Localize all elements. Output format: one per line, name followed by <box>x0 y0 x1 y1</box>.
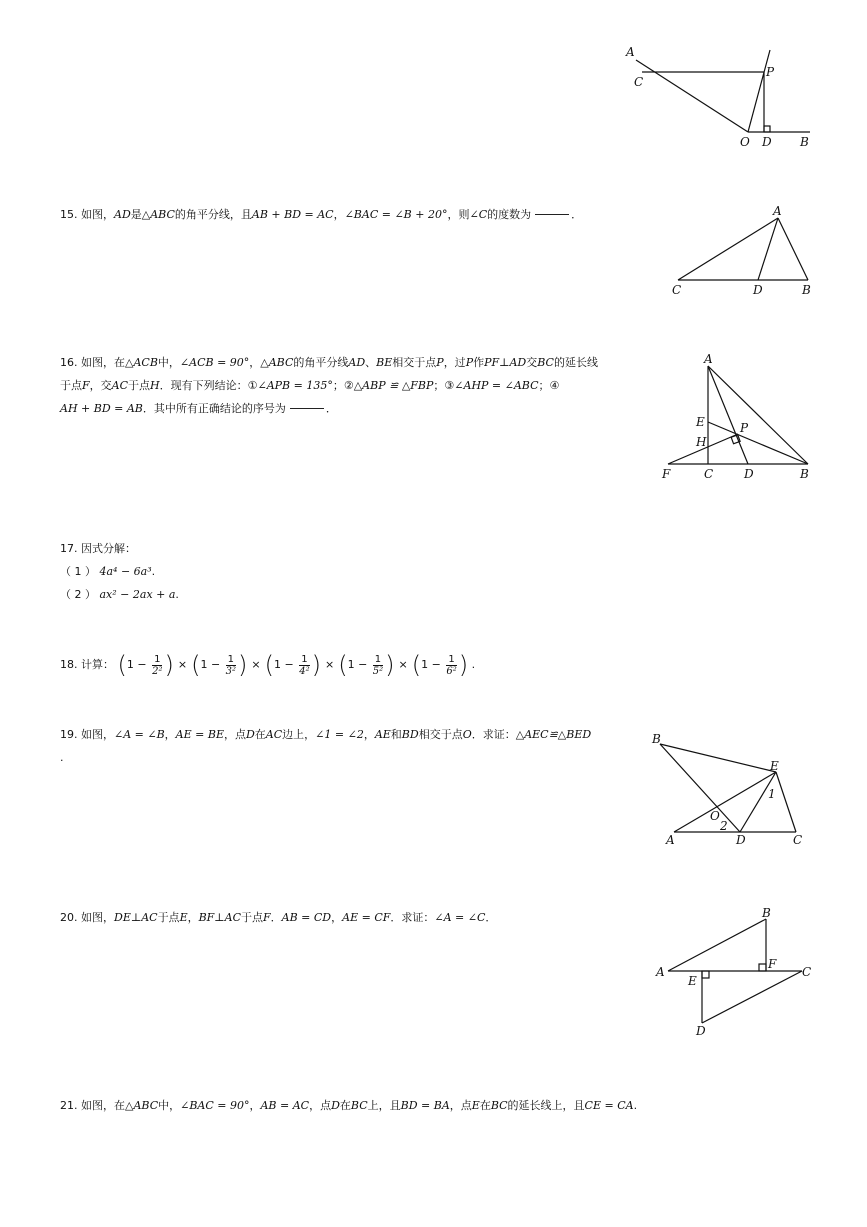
label-a: A <box>656 965 665 979</box>
label-a: A <box>773 204 782 218</box>
question-20: 20. 如图，DE⊥AC于点E，BF⊥AC于点F．AB = CD，AE = CF．求证：∠A = ∠C． <box>60 911 497 924</box>
factor: (1 − $\frac{1}{\text{2²}}$ ) <box>117 651 174 679</box>
fraction: $\frac{1}{\text{5²}}$ <box>372 653 384 677</box>
label-h: H <box>696 435 707 449</box>
times-sign: × <box>324 658 335 671</box>
question-19: 19. 如图，∠A = ∠B，AE = BE，点D在AC边上，∠1 = ∠2，AE和BD相交于点O．求证：△AEC≌△BED <box>60 728 592 741</box>
label-d: D <box>696 1024 706 1038</box>
times-sign: × <box>177 658 188 671</box>
label-c: C <box>634 75 644 89</box>
label-o: O <box>740 135 750 149</box>
label-p: P <box>766 65 775 79</box>
label-d: D <box>736 833 746 847</box>
question-17-part2: （ 2 ） ax² − 2ax + a. <box>60 588 179 601</box>
fraction: $\frac{1}{\text{3²}}$ <box>225 653 237 677</box>
label-c: C <box>672 283 682 297</box>
question-21: 21. 如图，在△ABC中，∠BAC = 90°，AB = AC，点D在BC上，且BD = BA，点E在BC的延长线上，且CE = CA. <box>60 1099 638 1112</box>
factor: (1 − $\frac{1}{\text{6²}}$ ) <box>411 651 469 679</box>
label-a: A <box>666 833 675 847</box>
label-e: E <box>696 415 705 429</box>
times-sign: × <box>251 658 261 671</box>
factor: (1 − $\frac{1}{\text{4²}}$ ) <box>264 651 321 679</box>
label-b: B <box>800 135 809 149</box>
fraction: $\frac{1}{\text{2²}}$ <box>152 653 163 677</box>
label-e: E <box>688 974 697 988</box>
label-a: A <box>626 45 635 59</box>
fraction: $\frac{1}{\text{4²}}$ <box>299 653 310 677</box>
label-c: C <box>802 965 812 979</box>
label-a: A <box>704 352 713 366</box>
figure-q15 <box>668 204 818 299</box>
factor: (1 − $\frac{1}{\text{5²}}$ ) <box>338 651 395 679</box>
label-b: B <box>802 283 811 297</box>
figure-q16 <box>658 350 818 485</box>
label-f: F <box>662 467 671 481</box>
label-b: B <box>800 467 809 481</box>
figure-q19 <box>648 730 818 850</box>
label-b: B <box>652 732 661 746</box>
label-d: D <box>753 283 763 297</box>
label-e: E <box>770 759 779 773</box>
answer-blank <box>290 408 324 409</box>
label-d: D <box>744 467 754 481</box>
label-f: F <box>768 957 777 971</box>
label-angle-2: 2 <box>720 819 728 833</box>
question-17-part1: （ 1 ） 4a⁴ − 6a³. <box>60 565 156 578</box>
question-15: 15. 如图，AD是△ABC的角平分线，且AB + BD = AC，∠BAC = ∠B + 20°，则∠C的度数为 ． <box>60 208 583 221</box>
question-18: 18. 计算： (1 − $\frac{1}{\text{2²}}$ ) × (1 − $\frac{1}{\text{3²}}$ ) × (1 − $\frac{1}{\text{4²}}$ ) × (1 − $\frac{1}{\text{5²}}$ ) × (1 − $\frac{1}{\text{6²}}$ ) . <box>60 651 476 679</box>
factor: (1 − $\frac{1}{\text{3²}}$ ) <box>191 651 248 679</box>
figure-q20 <box>652 905 817 1040</box>
label-c: C <box>704 467 714 481</box>
question-16-line2: 于点F，交AC于点H．现有下列结论：①∠APB = 135°；②△ABP ≌ △FBP；③∠AHP = ∠ABC；④ <box>60 379 560 392</box>
label-b: B <box>762 906 771 920</box>
label-p: P <box>740 421 749 435</box>
label-d: D <box>762 135 772 149</box>
question-17-title: 17. 因式分解： <box>60 542 136 555</box>
figure-q14 <box>620 40 820 150</box>
answer-blank <box>535 214 569 215</box>
fraction: $\frac{1}{\text{6²}}$ <box>446 653 457 677</box>
times-sign: × <box>398 658 408 671</box>
label-o: O <box>710 809 720 823</box>
question-19-end: . <box>60 751 64 764</box>
label-c: C <box>793 833 803 847</box>
question-16-line1: 16. 如图，在△ACB中，∠ACB = 90°，△ABC的角平分线AD、BE相交于点P，过P作PF⊥AD交BC的延长线 <box>60 356 598 369</box>
label-angle-1: 1 <box>768 787 776 801</box>
question-16-line3: AH + BD = AB．其中所有正确结论的序号为 ． <box>60 402 337 415</box>
